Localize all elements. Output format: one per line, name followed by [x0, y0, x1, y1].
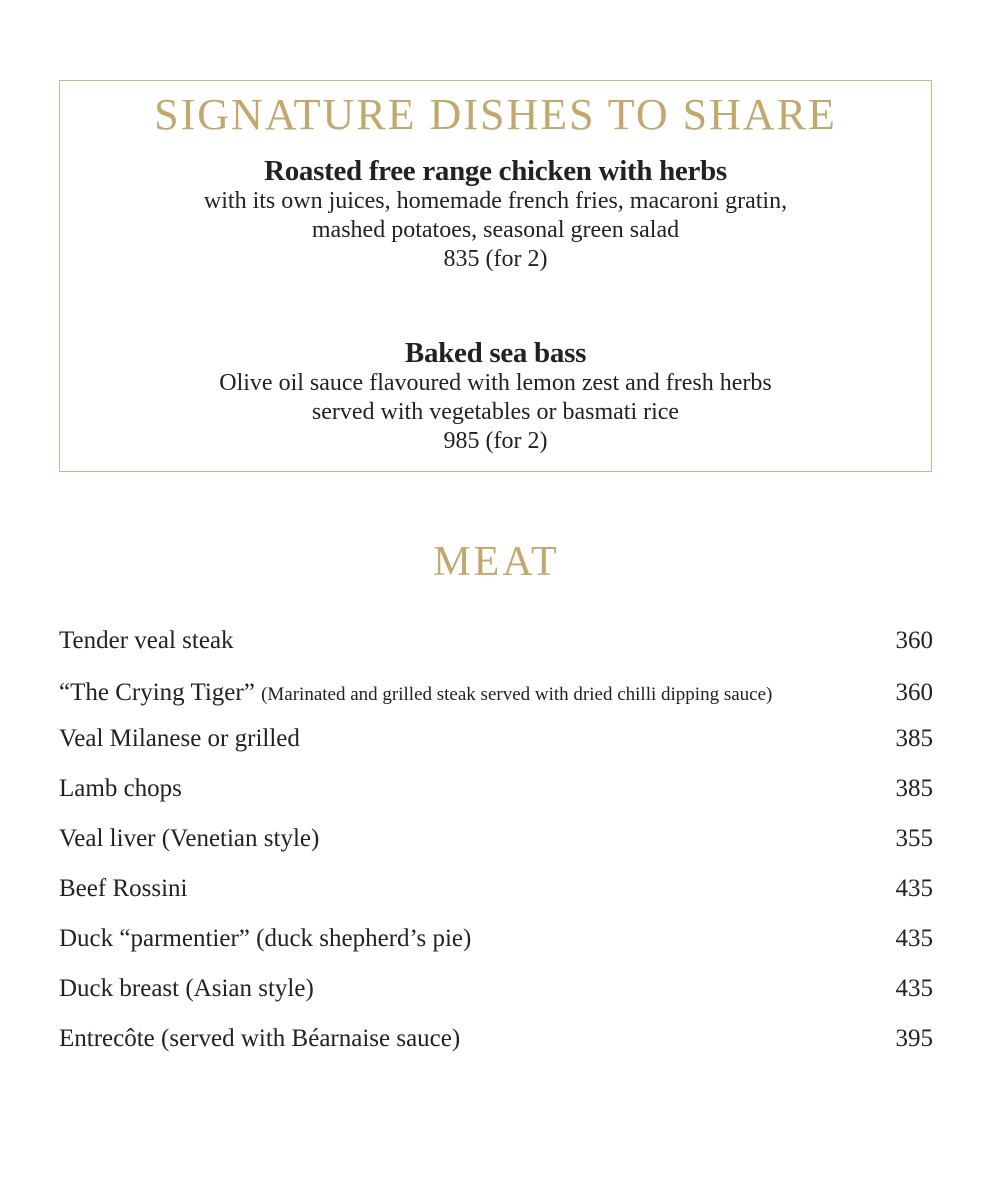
meat-menu-list	[59, 622, 933, 1070]
menu-item-name: Lamb chops	[59, 775, 182, 802]
menu-item	[59, 820, 933, 870]
menu-item-price: 360	[895, 679, 933, 706]
menu-item-price: 385	[895, 725, 933, 752]
dish-name: Roasted free range chicken with herbs	[264, 155, 727, 187]
menu-item-name: Veal liver (Venetian style)	[59, 825, 320, 852]
menu-item-name: Duck “parmentier” (duck shepherd’s pie)	[59, 925, 472, 952]
menu-item-price: 355	[895, 825, 933, 852]
dish-price: 985 (for 2)	[443, 428, 548, 454]
dish-description: with its own juices, homemade french fries, macaroni gratin,	[203, 188, 788, 214]
menu-item-name: Duck breast (Asian style)	[59, 975, 314, 1002]
dish-description: mashed potatoes, seasonal green salad	[311, 217, 680, 243]
menu-item-price: 395	[895, 1025, 933, 1052]
menu-item	[59, 920, 933, 970]
signature-dishes-section	[59, 80, 932, 472]
menu-item-price: 435	[895, 875, 933, 902]
menu-item-price: 435	[895, 925, 933, 952]
menu-item	[59, 770, 933, 820]
menu-item-note: (Marinated and grilled steak served with dried chilli dipping sauce)	[261, 684, 773, 705]
menu-item-name: Beef Rossini	[59, 875, 188, 902]
meat-section-title: MEAT	[433, 539, 560, 585]
menu-item-name: “The Crying Tiger” (Marinated and grilled steak served with dried chilli dipping sauce)	[59, 679, 773, 706]
menu-item	[59, 1020, 933, 1070]
menu-item	[59, 870, 933, 920]
menu-item-name: Veal Milanese or grilled	[59, 725, 300, 752]
menu-item	[59, 720, 933, 770]
menu-item-price: 360	[895, 627, 933, 654]
menu-item	[59, 622, 933, 672]
menu-item-name: Tender veal steak	[59, 627, 234, 654]
menu-item-name: Entrecôte (served with Béarnaise sauce)	[59, 1025, 461, 1052]
menu-item	[59, 672, 933, 720]
menu-item-price: 435	[895, 975, 933, 1002]
signature-dish	[60, 155, 931, 274]
signature-section-title: SIGNATURE DISHES TO SHARE	[154, 90, 837, 139]
menu-item-price: 385	[895, 775, 933, 802]
menu-item	[59, 970, 933, 1020]
dish-description: served with vegetables or basmati rice	[311, 399, 680, 425]
dish-name: Baked sea bass	[404, 337, 587, 369]
signature-dish	[60, 337, 931, 456]
dish-price: 835 (for 2)	[443, 246, 548, 272]
dish-description: Olive oil sauce flavoured with lemon zest and fresh herbs	[219, 370, 772, 396]
